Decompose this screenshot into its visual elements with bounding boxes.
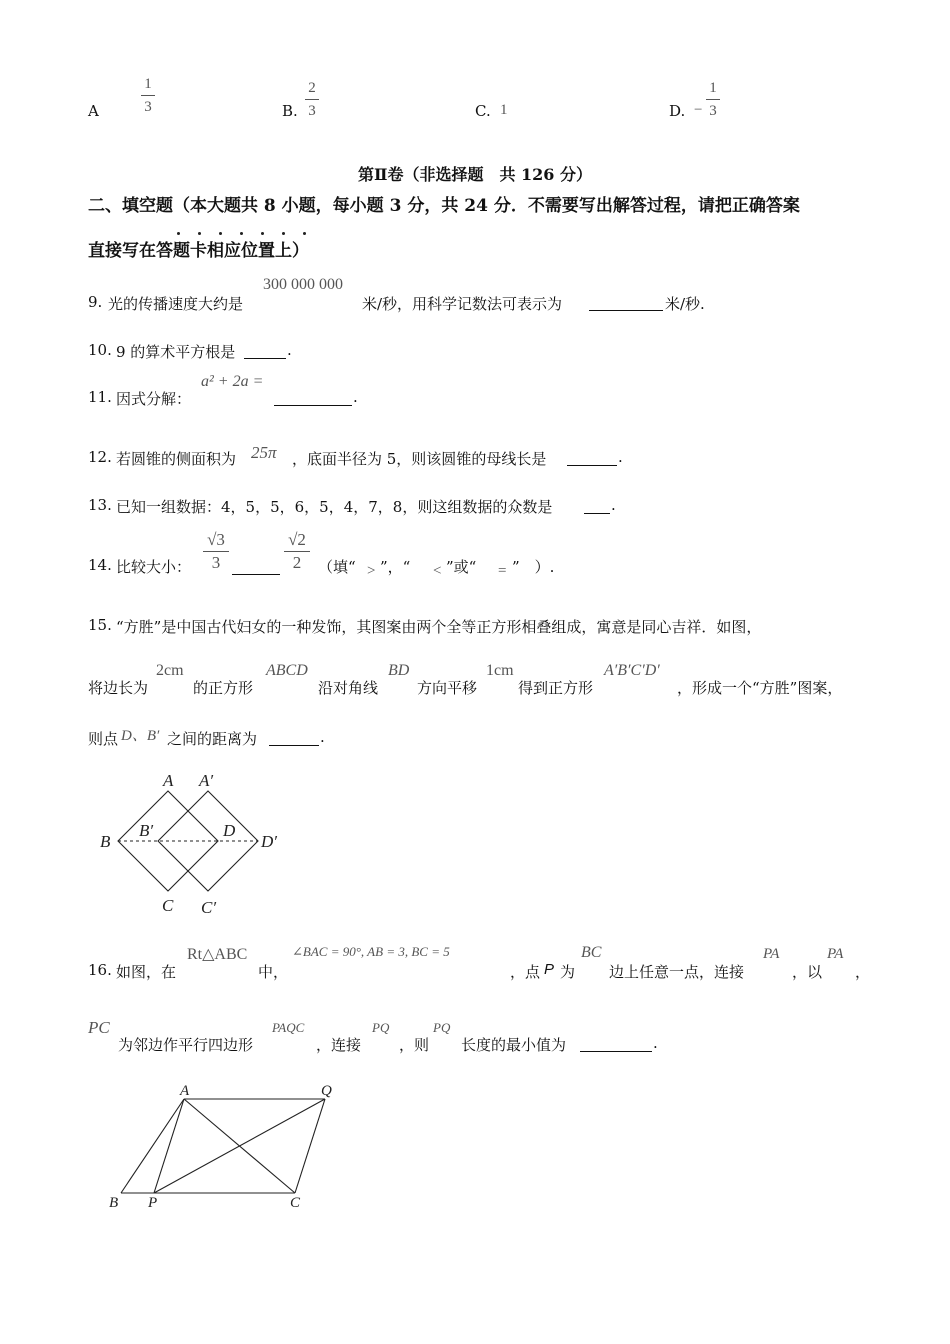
q12-text-a: 若圆锥的侧面积为 [116, 450, 237, 468]
option-c-label: C. [475, 102, 491, 120]
q9-text-c: 米/秒. [665, 295, 705, 313]
q16-l2-b: ，连接 [316, 1036, 362, 1054]
q16-number: 16. [88, 961, 112, 979]
q15-l3-c: . [320, 728, 325, 746]
q12-number: 12. [88, 448, 112, 466]
q16-line-ab [121, 1099, 184, 1193]
q10-answer-blank[interactable] [244, 344, 286, 359]
q15-l2-f: ，形成一个“方胜”图案， [677, 679, 843, 697]
q14-text-d: ”或“ [446, 558, 477, 576]
q15-square-1: ABCD [266, 662, 308, 679]
q11-expression: a² + 2a = [201, 373, 264, 390]
q16-l1-a: 如图，在 [116, 963, 177, 981]
q16-l1-f: ，以 [792, 963, 823, 981]
q16-parallelogram: PAQC [272, 1020, 305, 1035]
q14-gt: > [367, 563, 376, 579]
q11-text-a: 因式分解： [116, 390, 192, 408]
q16-side-bc: BC [581, 944, 602, 961]
q15-label-D-prime: D′ [261, 832, 277, 851]
q9-number: 9. [88, 293, 103, 311]
option-d-fraction: 1 3 [706, 78, 720, 121]
q16-label-Q: Q [321, 1083, 332, 1099]
q14-text-b: （填“ [318, 558, 356, 576]
q9-value: 300 000 000 [263, 276, 343, 293]
q14-fraction-1: √3 3 [203, 530, 229, 573]
q14-fraction-2: √2 2 [284, 530, 310, 573]
q15-l2-d: 方向平移 [417, 679, 478, 697]
q15-l2-b: 的正方形 [193, 679, 254, 697]
option-c-value: 1 [500, 102, 508, 118]
q16-l1-c: ，点 [510, 963, 541, 981]
q13-text-b: . [611, 496, 616, 514]
q15-l2-a: 将边长为 [88, 679, 149, 697]
q14-answer-blank[interactable] [232, 560, 280, 575]
q15-side: 2cm [156, 662, 184, 679]
q16-pa-1: PA [763, 946, 780, 962]
q16-label-A: A [180, 1083, 190, 1099]
q16-pq-2: PQ [433, 1020, 451, 1035]
section-heading-line2: 直接写在答题卡相应位置上） [88, 241, 309, 261]
q15-l3-b: 之间的距离为 [167, 730, 258, 748]
q14-number: 14. [88, 556, 112, 574]
q12-text-b: ，底面半径为 5，则该圆锥的母线长是 [292, 450, 547, 468]
q16-l2-c: ，则 [399, 1036, 430, 1054]
q12-answer-blank[interactable] [567, 451, 617, 466]
section-title: 第Ⅱ卷（非选择题 共 126 分） [357, 165, 593, 184]
option-d-label: D. [669, 102, 686, 120]
q15-l2-c: 沿对角线 [318, 679, 379, 697]
q16-label-B: B [109, 1195, 119, 1211]
q14-text-c: ”，“ [380, 558, 411, 576]
q10-number: 10. [88, 341, 112, 359]
q10-text-b: . [287, 341, 292, 359]
option-a-fraction: 1 3 [141, 74, 155, 117]
q13-answer-blank[interactable] [584, 499, 610, 514]
section-heading-line1: 二、填空题（本大题共 8 小题，每小题 3 分，共 24 分．不需要写出解答过程，请把正确答案 [88, 196, 800, 216]
q16-triangle: Rt△ABC [187, 946, 248, 963]
q16-pq-1: PQ [372, 1020, 390, 1035]
q12-text-c: . [618, 448, 623, 466]
q14-text-e: ” ）. [512, 558, 555, 576]
q10-text-a: 9 的算术平方根是 [116, 343, 236, 361]
q16-answer-blank[interactable] [580, 1037, 652, 1052]
q15-diagonal: BD [388, 662, 410, 679]
q15-label-B: B [100, 832, 111, 851]
q15-l2-e: 得到正方形 [518, 679, 594, 697]
q11-number: 11. [88, 388, 112, 406]
q15-square-2: A′B′C′D′ [604, 662, 660, 679]
q15-line1: “方胜”是中国古代妇女的一种发饰，其图案由两个全等正方形相叠组成，寓意是同心吉祥．如图， [116, 618, 762, 636]
q15-distance: 1cm [486, 662, 514, 679]
q16-point-p: P [544, 961, 555, 978]
q16-figure [100, 1082, 350, 1217]
q16-label-C: C [290, 1195, 301, 1211]
option-b-label: B. [282, 102, 298, 120]
q16-l1-d: 为 [560, 963, 576, 981]
q15-label-A-prime: A′ [199, 771, 214, 790]
q15-number: 15. [88, 616, 112, 634]
q16-condition: ∠BAC = 90°, AB = 3, BC = 5 [292, 944, 450, 959]
q15-label-D: D [223, 821, 236, 840]
q15-label-B-prime: B′ [139, 821, 154, 840]
q14-eq: = [498, 563, 507, 579]
q16-label-P: P [148, 1195, 158, 1211]
q9-text-b: 米/秒，用科学记数法可表示为 [362, 295, 563, 313]
q15-label-A: A [163, 771, 174, 790]
q16-l2-e: . [653, 1034, 658, 1052]
q15-answer-blank[interactable] [269, 731, 319, 746]
q12-expression: 25π [251, 443, 277, 462]
q15-points: D、B′ [121, 728, 160, 744]
q14-lt: < [433, 563, 442, 579]
option-b-fraction: 2 3 [305, 78, 319, 121]
q16-pc: PC [88, 1018, 110, 1037]
q13-text-a: 已知一组数据：4，5，5，6，5，4，7，8，则这组数据的众数是 [116, 498, 553, 516]
q16-l1-b: 中， [258, 963, 289, 981]
option-a-label: A [88, 102, 99, 120]
q16-l2-a: 为邻边作平行四边形 [118, 1036, 254, 1054]
q11-answer-blank[interactable] [274, 391, 352, 406]
q9-answer-blank[interactable] [589, 296, 663, 311]
q14-text-a: 比较大小： [116, 558, 192, 576]
q15-l3-a: 则点 [88, 730, 119, 748]
q15-label-C: C [162, 896, 174, 915]
q9-text-a: 光的传播速度大约是 [108, 295, 244, 313]
q15-label-C-prime: C′ [201, 898, 217, 917]
q15-figure [95, 765, 295, 925]
q13-number: 13. [88, 496, 112, 514]
q16-pa-2: PA [827, 946, 844, 962]
q16-l1-g: ， [855, 963, 871, 981]
q11-text-b: . [353, 388, 358, 406]
option-d-sign: − [694, 102, 703, 118]
q16-l2-d: 长度的最小值为 [461, 1036, 567, 1054]
q16-l1-e: 边上任意一点，连接 [609, 963, 745, 981]
